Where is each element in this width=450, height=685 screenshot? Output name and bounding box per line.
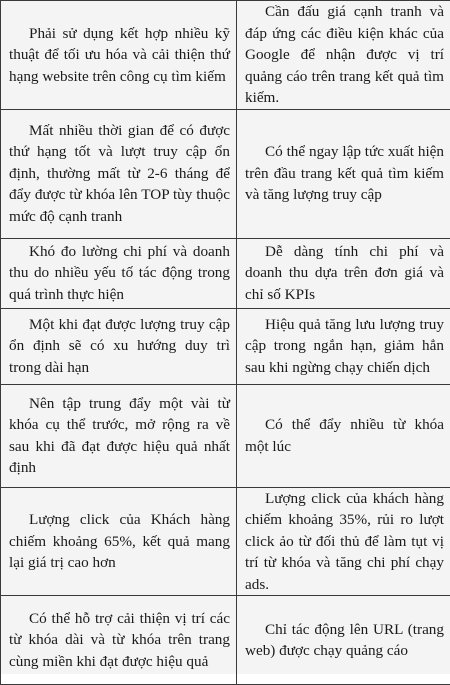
table-cell-right [237, 596, 450, 685]
table-cell-left [1, 109, 237, 238]
cell-text: Nên tập trung đẩy một vài từ khóa cụ thể trước, mở rộng ra về sau khi đã đạt được hiệu quả nhất định [9, 393, 230, 479]
table-cell-right [237, 109, 450, 238]
table-row [1, 238, 450, 308]
table-row [1, 109, 450, 238]
cell-text: Phải sử dụng kết hợp nhiều kỹ thuật để tối ưu hóa và cải thiện thứ hạng website trên công cụ tìm kiếm [9, 23, 230, 88]
table-cell-left [1, 596, 237, 685]
cell-text: Hiệu quả tăng lưu lượng truy cập trong ngắn hạn, giảm hẳn sau khi ngừng chạy chiến dịch [245, 314, 444, 379]
table-cell-left [1, 238, 237, 308]
cell-text: Mất nhiều thời gian để có được thứ hạng tốt và lượt truy cập ổn định, thường mất từ 2-6 tháng để đẩy được từ khóa lên TOP tùy thuộc mức độ cạnh tranh [9, 120, 230, 228]
cell-text: Có thể hỗ trợ cải thiện vị trí các từ khóa dài và từ khóa trên trang cùng miền khi đạt được hiệu quả [9, 608, 230, 673]
cell-text: Lượng click của Khách hàng chiếm khoảng 65%, kết quả mang lại giá trị cao hơn [9, 509, 230, 574]
cell-text: Lượng click của khách hàng chiếm khoảng 35%, rủi ro lượt click ảo từ đối thủ để làm tụt vị trí từ khóa và tăng chi phí chạy ads. [245, 488, 444, 596]
table-cell-left [1, 308, 237, 384]
table-row [1, 1, 450, 110]
cell-text: Chỉ tác động lên URL (trang web) được chạy quảng cáo [245, 619, 444, 662]
table-cell-left [1, 384, 237, 487]
table-row [1, 487, 450, 596]
table-row [1, 308, 450, 384]
cell-text: Một khi đạt được lượng truy cập ổn định sẽ có xu hướng duy trì trong dài hạn [9, 314, 230, 379]
cell-text: Có thể ngay lập tức xuất hiện trên đầu trang kết quả tìm kiếm và tăng lượng truy cập [245, 141, 444, 206]
table-cell-left [1, 1, 237, 110]
table-cell-right [237, 238, 450, 308]
cell-text: Dễ dàng tính chi phí và doanh thu dựa trên đơn giá và chỉ số KPIs [245, 241, 444, 306]
table-cell-right [237, 1, 450, 110]
table-cell-right [237, 308, 450, 384]
cell-text: Cần đấu giá cạnh tranh và đáp ứng các điều kiện khác của Google để nhận được vị trí quảng cáo trên trang kết quả tìm kiếm. [245, 1, 444, 109]
cell-text: Có thể đẩy nhiều từ khóa một lúc [245, 414, 444, 457]
table-cell-left [1, 487, 237, 596]
table-cell-right [237, 487, 450, 596]
table-row [1, 384, 450, 487]
table-row [1, 596, 450, 685]
cell-text: Khó đo lường chi phí và doanh thu do nhiều yếu tố tác động trong quá trình thực hiện [9, 241, 230, 306]
table-cell-right [237, 384, 450, 487]
